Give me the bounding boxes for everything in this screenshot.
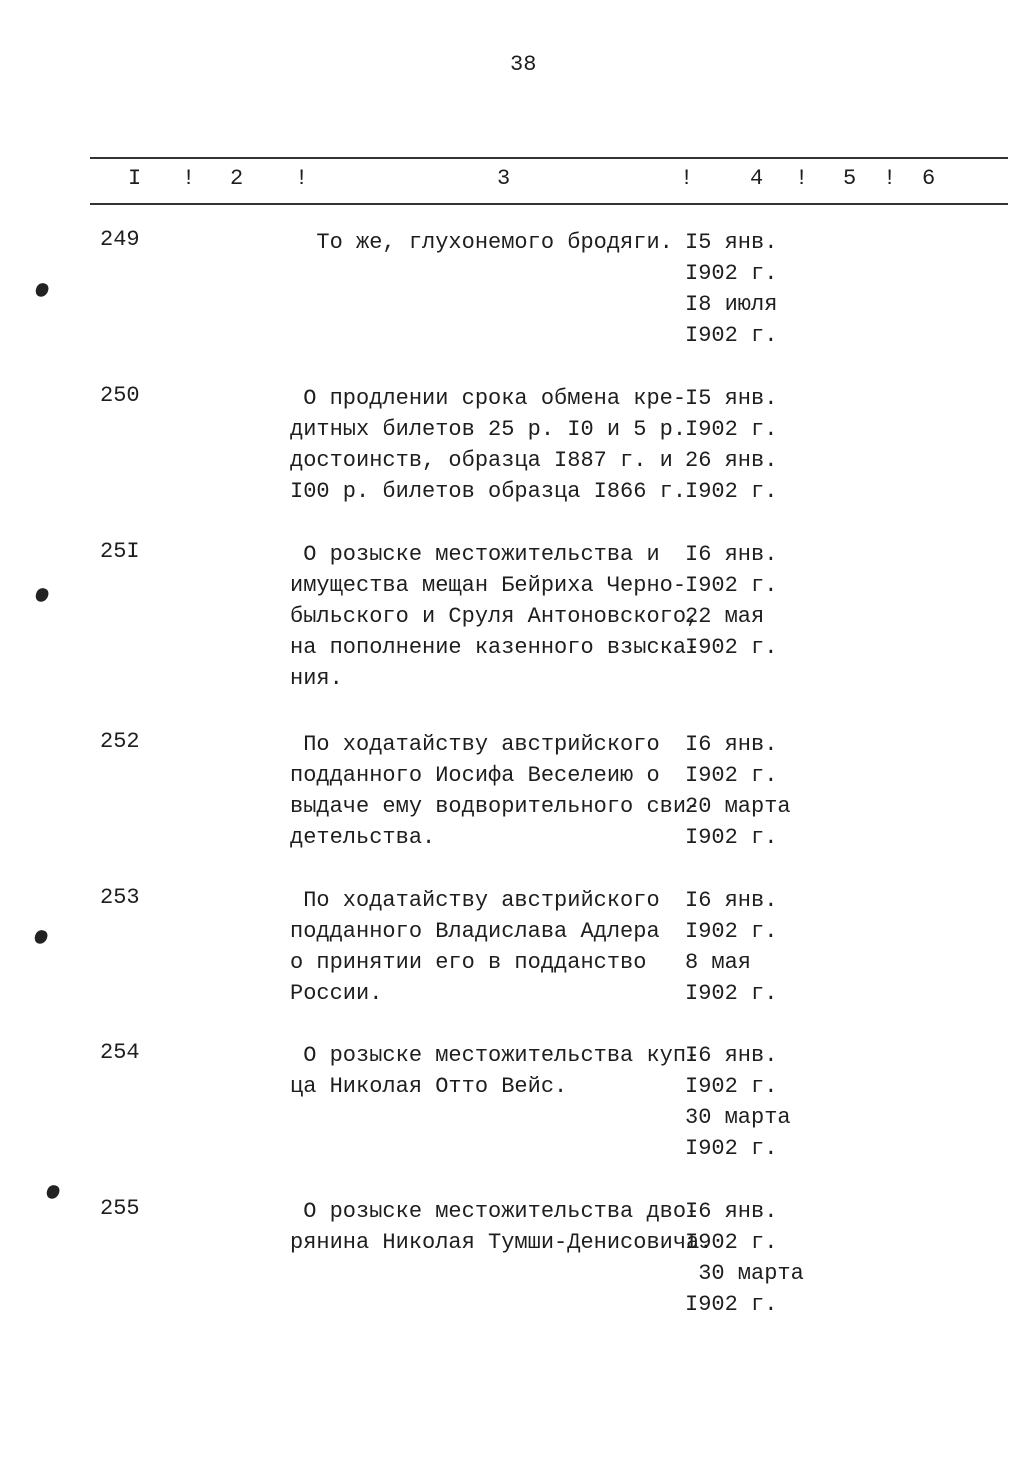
entry-description: О продлении срока обмена кре- дитных билетов 25 р. I0 и 5 р. достоинств, образца I887 г. и I00 р. билетов образца I866 г. — [290, 386, 687, 504]
header-col-4: 4 — [750, 166, 764, 191]
entry-description: О розыске местожительства дво- рянина Николая Тумши-Денисовича. — [290, 1199, 713, 1255]
entry-description: То же, глухонемого бродяги. — [290, 230, 673, 255]
entry-number: 252 — [100, 729, 140, 754]
header-col-6: 6 — [922, 166, 936, 191]
entry-number: 250 — [100, 383, 140, 408]
entry-description: О розыске местожительства и имущества мещан Бейриха Черно- быльского и Сруля Антоновского, на пополнение казенного взыска- ния. — [290, 542, 700, 691]
header-col-1: I — [128, 166, 142, 191]
entry-dates: I6 янв. I902 г. 20 марта I902 г. — [685, 732, 791, 850]
header-sep-1: ! — [182, 166, 196, 191]
header-col-2: 2 — [230, 166, 244, 191]
table-rule-top — [90, 157, 1008, 159]
entry-dates: I5 янв. I902 г. I8 июля I902 г. — [685, 230, 778, 348]
binding-hole-mark — [34, 586, 50, 603]
header-col-3: 3 — [497, 166, 511, 191]
entry-number: 255 — [100, 1196, 140, 1221]
header-sep-3: ! — [680, 166, 694, 191]
entry-dates: I6 янв. I902 г. 22 мая I902 г. — [685, 542, 778, 660]
entry-dates: I6 янв. I902 г. 8 мая I902 г. — [685, 888, 778, 1006]
entry-number: 253 — [100, 885, 140, 910]
entry-dates: I5 янв. I902 г. 26 янв. I902 г. — [685, 386, 778, 504]
header-sep-2: ! — [295, 166, 309, 191]
binding-hole-mark — [33, 928, 49, 945]
header-sep-5: ! — [883, 166, 897, 191]
table-rule-bottom — [90, 203, 1008, 205]
page-number: 38 — [510, 52, 537, 77]
entry-description: О розыске местожительства куп- ца Николая Отто Вейс. — [290, 1043, 700, 1099]
entry-number: 249 — [100, 227, 140, 252]
binding-hole-mark — [34, 281, 50, 298]
entry-description: По ходатайству австрийского подданного Иосифа Веселеию о выдаче ему водворительного сви- детельства. — [290, 732, 700, 850]
entry-dates: I6 янв. I902 г. 30 марта I902 г. — [685, 1199, 804, 1317]
entry-dates: I6 янв. I902 г. 30 марта I902 г. — [685, 1043, 791, 1161]
header-col-5: 5 — [843, 166, 857, 191]
header-sep-4: ! — [795, 166, 809, 191]
binding-hole-mark — [45, 1183, 61, 1200]
entry-number: 25I — [100, 539, 140, 564]
entry-number: 254 — [100, 1040, 140, 1065]
entry-description: По ходатайству австрийского подданного Владислава Адлера о принятии его в подданство России. — [290, 888, 660, 1006]
